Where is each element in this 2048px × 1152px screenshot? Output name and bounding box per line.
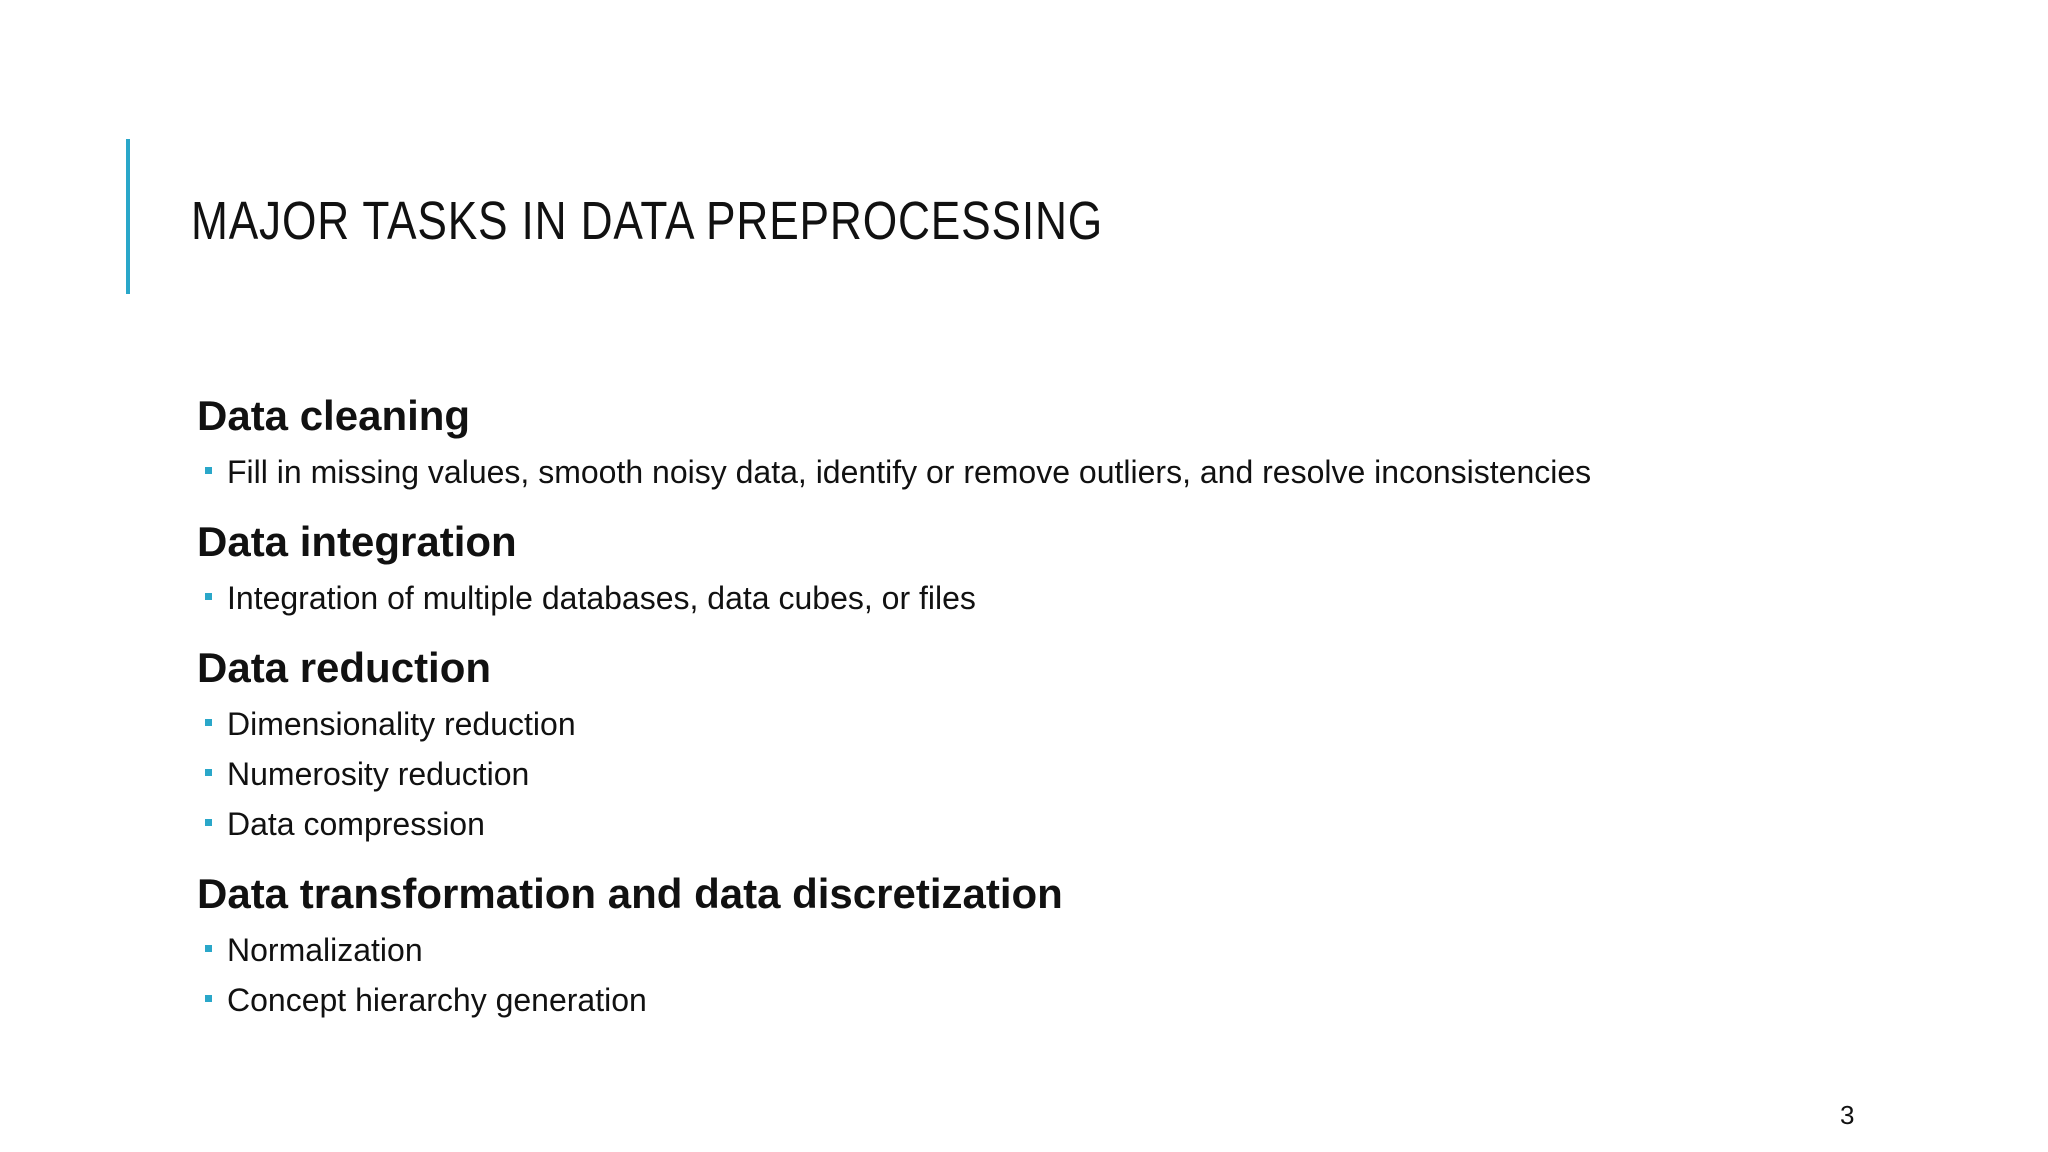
square-bullet-icon <box>205 945 212 952</box>
section-heading: Data integration <box>197 518 517 565</box>
list-item-text: Dimensionality reduction <box>227 706 576 742</box>
square-bullet-icon <box>205 819 212 826</box>
slide-content <box>197 385 1897 1039</box>
list-item-text: Fill in missing values, smooth noisy data, identify or remove outliers, and resolve inconsistencies <box>227 454 1592 490</box>
list-item <box>197 799 1897 849</box>
section-data-transformation <box>197 863 1897 1025</box>
list-item-text: Numerosity reduction <box>227 756 530 792</box>
bullet-list <box>197 699 1897 849</box>
list-item <box>197 447 1897 497</box>
list-item-text: Concept hierarchy generation <box>227 982 647 1018</box>
list-item-text: Integration of multiple databases, data cubes, or files <box>227 580 976 616</box>
section-heading: Data transformation and data discretization <box>197 870 1063 917</box>
section-heading: Data cleaning <box>197 392 471 439</box>
list-item-text: Data compression <box>227 806 485 842</box>
section-data-integration <box>197 511 1897 623</box>
list-item-text: Normalization <box>227 932 423 968</box>
bullet-list <box>197 573 1897 623</box>
section-heading: Data reduction <box>197 644 492 691</box>
list-item <box>197 749 1897 799</box>
square-bullet-icon <box>205 593 212 600</box>
square-bullet-icon <box>205 995 212 1002</box>
slide-title: MAJOR TASKS IN DATA PREPROCESSING <box>191 191 1104 251</box>
page-number: 3 <box>1840 1100 1855 1130</box>
list-item <box>197 573 1897 623</box>
bullet-list <box>197 925 1897 1025</box>
list-item <box>197 699 1897 749</box>
square-bullet-icon <box>205 769 212 776</box>
square-bullet-icon <box>205 719 212 726</box>
square-bullet-icon <box>205 467 212 474</box>
bullet-list <box>197 447 1897 497</box>
list-item <box>197 925 1897 975</box>
section-data-reduction <box>197 637 1897 849</box>
section-data-cleaning <box>197 385 1897 497</box>
title-accent-bar <box>126 139 130 294</box>
list-item <box>197 975 1897 1025</box>
